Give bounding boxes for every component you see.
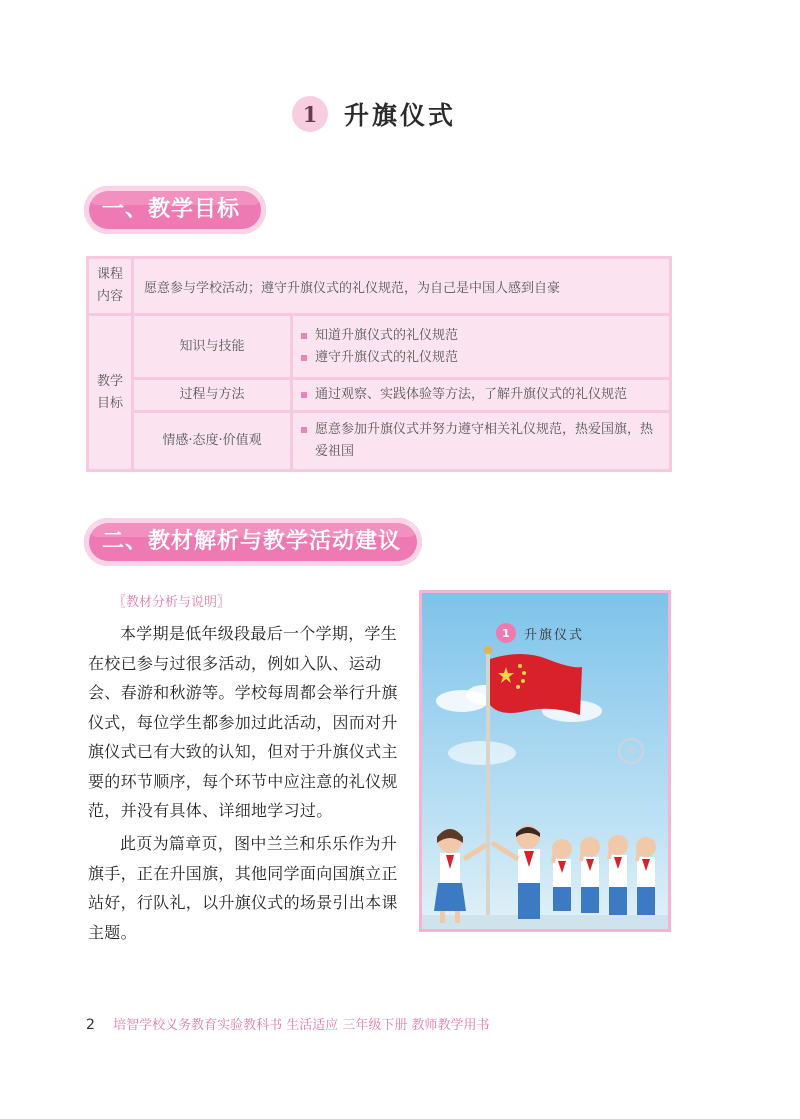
goal-items: [293, 413, 669, 469]
footer-text: 培智学校义务教育实验教科书 生活适应 三年级下册 教师教学用书: [113, 1018, 490, 1033]
course-label: 课程 内容: [89, 259, 131, 313]
goal-item: 愿意参加升旗仪式并努力遵守相关礼仪规范，热爱国旗，热爱祖国: [301, 419, 659, 463]
section-banner-objectives: [84, 186, 266, 234]
objectives-table: [86, 256, 672, 472]
analysis-paragraph: 此页为篇章页，图中兰兰和乐乐作为升旗手，正在升国旗，其他同学面向国旗立正站好，行队礼，以升旗仪式的场景引出本课主题。: [88, 834, 398, 942]
goal-category: 情感·态度·价值观: [134, 413, 290, 469]
analysis-subhead: 〖教材分析与说明〗: [113, 595, 231, 610]
course-content: 愿意参与学校活动；遵守升旗仪式的礼仪规范，为自己是中国人感到自豪: [134, 259, 669, 313]
illustration-number-badge: 1: [496, 623, 516, 643]
flag-raising-illustration: [419, 590, 671, 932]
section-title: 二、教材解析与教学活动建议: [102, 529, 402, 554]
goal-item: 通过观察、实践体验等方法，了解升旗仪式的礼仪规范: [301, 384, 627, 406]
goal-category: 过程与方法: [134, 380, 290, 410]
page-footer: [86, 1014, 489, 1033]
registered-mark-icon: ®: [618, 738, 644, 764]
illustration-title: [496, 623, 584, 643]
goal-category: 知识与技能: [134, 316, 290, 377]
goal-items: [293, 316, 669, 377]
section-title: 一、教学目标: [102, 197, 241, 222]
bullet-icon: [301, 427, 307, 433]
lesson-title: [292, 94, 456, 134]
lesson-number-badge: 1: [292, 96, 328, 132]
illustration-title-text: 升旗仪式: [524, 627, 585, 643]
bullet-icon: [301, 355, 307, 361]
page-number: 2: [86, 1017, 95, 1033]
bullet-icon: [301, 392, 307, 398]
goal-item: 遵守升旗仪式的礼仪规范: [301, 347, 458, 369]
bullet-icon: [301, 333, 307, 339]
goal-item: 知道升旗仪式的礼仪规范: [301, 325, 458, 347]
goal-items: [293, 380, 669, 410]
lesson-title-text: 升旗仪式: [344, 101, 457, 130]
goal-label: 教学 目标: [89, 316, 131, 469]
analysis-paragraph: 本学期是低年级段最后一个学期，学生在校已参与过很多活动，例如入队、运动会、春游和秋游等。学校每周都会举行升旗仪式，每位学生都参加过此活动，因而对升旗仪式已有大致的认知，但对于升旗仪式主要的环节顺序，每个环节中应注意的礼仪规范，并没有具体、详细地学习过。: [88, 624, 398, 820]
section-banner-analysis: [84, 518, 422, 566]
